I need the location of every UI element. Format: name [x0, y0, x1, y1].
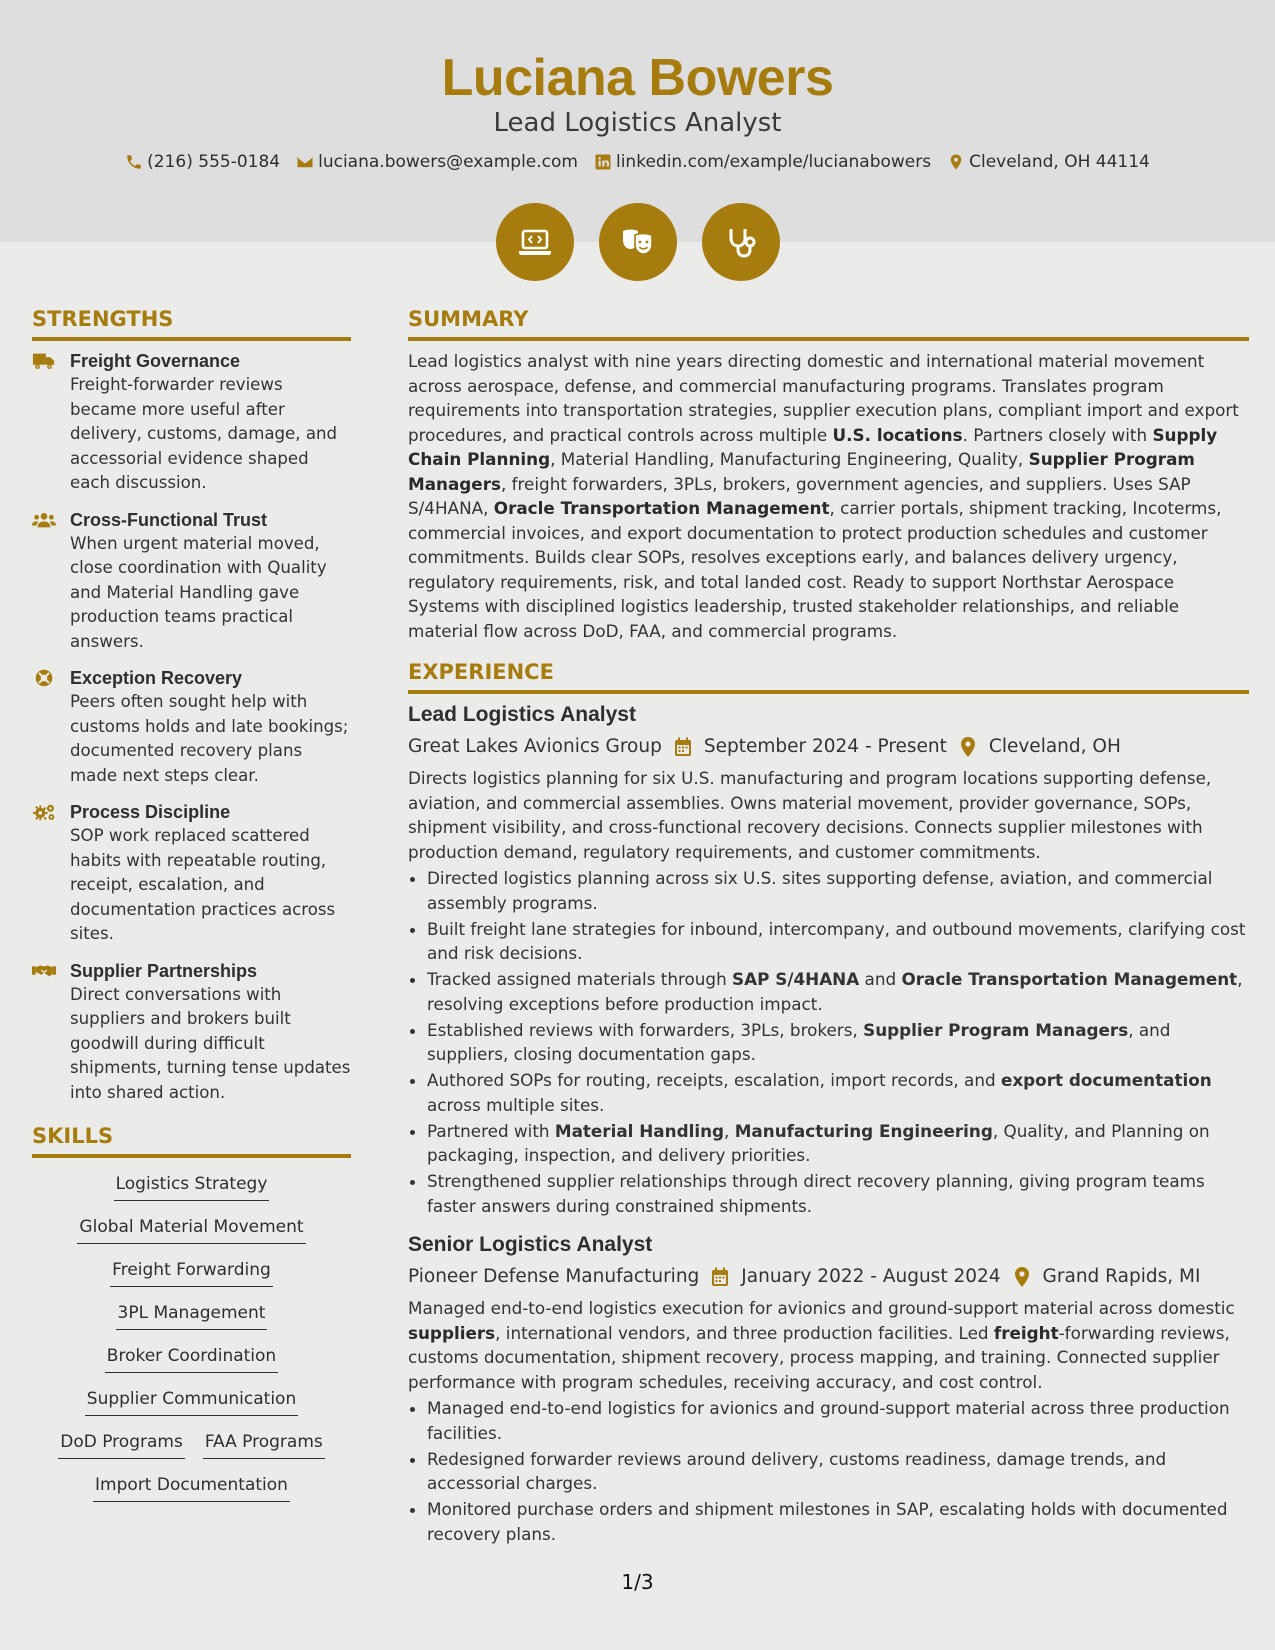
- text-run: and: [859, 969, 902, 989]
- strength-description: Freight-forwarder reviews became more useful after delivery, customs, damage, and accessorial evidence shaped each discussion.: [70, 375, 338, 492]
- text-run: , carrier portals, shipment tracking, Incoterms, commercial invoices, and export documentation to protect production schedules and customer commitments. Builds clear SOPs, resolves exceptions early, and balances delivery urgency, regulatory requirements, risk, and total landed cost. Ready to support Northstar Aerospace Systems with disciplined logistics leadership, trusted stakeholder relationships, and reliable material flow across DoD, FAA, and commercial programs.: [408, 498, 1222, 641]
- interest-stethoscope: [702, 203, 780, 281]
- map-marker-icon: [947, 153, 965, 171]
- strengths-list: [32, 349, 351, 1105]
- emphasis-text: suppliers: [408, 1322, 496, 1343]
- strength-title: Process Discipline: [70, 802, 231, 822]
- strength-item: [32, 666, 351, 788]
- job-location: Cleveland, OH: [988, 736, 1121, 757]
- life-ring-icon: [32, 666, 56, 788]
- skills-heading: SKILLS: [32, 1123, 351, 1158]
- strength-description: SOP work replaced scattered habits with repeatable routing, receipt, escalation, and documentation practices across sites.: [70, 826, 336, 943]
- text-run: , freight forwarders, 3PLs, brokers, government agencies, and suppliers. Uses SAP S/4HANA,: [408, 473, 1191, 518]
- job-bullets: [408, 1396, 1249, 1546]
- job-bullet: [427, 1068, 1249, 1117]
- emphasis-text: Manufacturing Engineering: [734, 1120, 993, 1141]
- calendar-icon: [711, 1267, 729, 1287]
- job-title: Senior Logistics Analyst: [408, 1233, 653, 1256]
- text-run: Built freight lane strategies for inbound, intercompany, and outbound movements, clarifying cost and risk decisions.: [427, 918, 1246, 963]
- text-run: Authored SOPs for routing, receipts, escalation, import records, and: [427, 1070, 1001, 1090]
- job-dates: January 2022 - August 2024: [741, 1266, 1001, 1287]
- text-run: , Material Handling, Manufacturing Engineering, Quality,: [550, 449, 1029, 469]
- strength-title: Freight Governance: [70, 351, 241, 371]
- skill-tag: Global Material Movement: [77, 1215, 305, 1244]
- text-run: , international vendors, and three production facilities. Led: [495, 1322, 994, 1343]
- summary-text: [408, 349, 1249, 643]
- text-run: Strengthened supplier relationships through direct recovery planning, giving program teams faster answers during constrained shipments.: [427, 1171, 1205, 1216]
- skill-line: [32, 1473, 351, 1502]
- skill-tag: Broker Coordination: [105, 1344, 278, 1373]
- phone-text: (216) 555-0184: [147, 152, 281, 172]
- job-summary: [408, 1296, 1249, 1394]
- right-column: [408, 306, 1249, 1548]
- job-bullet: [427, 1119, 1249, 1168]
- text-run: , and suppliers, closing documentation gaps.: [427, 1019, 1171, 1064]
- text-run: Directs logistics planning for six U.S. manufacturing and program locations supporting defense, aviation, and commercial assemblies. Owns material movement, provider governance, SOPs, shipment visibility, and cross-functional recovery decisions. Connects supplier milestones with production demand, regulatory requirements, and customer commitments.: [408, 768, 1212, 862]
- stethoscope-icon: [721, 222, 761, 262]
- text-run: Established reviews with forwarders, 3PLs, brokers,: [427, 1019, 864, 1040]
- job-bullet: [427, 1497, 1249, 1546]
- skill-tag: FAA Programs: [203, 1430, 325, 1459]
- emphasis-text: Oracle Transportation Management: [493, 498, 830, 518]
- strength-body: [70, 800, 351, 947]
- phone-icon: [125, 153, 143, 171]
- users-icon: [32, 508, 56, 655]
- job-bullet: [427, 1396, 1249, 1445]
- skill-line: [32, 1301, 351, 1330]
- skill-line: [32, 1387, 351, 1416]
- job-bullet: [427, 917, 1249, 966]
- truck-icon: [32, 349, 56, 496]
- map-marker-icon: [959, 737, 977, 757]
- contact-email[interactable]: [296, 152, 578, 172]
- job-title: Lead Logistics Analyst: [408, 703, 636, 726]
- text-run: Tracked assigned materials through: [427, 969, 733, 989]
- text-run: ,: [724, 1120, 735, 1141]
- contact-row: [0, 152, 1275, 172]
- company-name: Pioneer Defense Manufacturing: [408, 1266, 700, 1287]
- emphasis-text: freight: [993, 1322, 1059, 1343]
- candidate-title: Lead Logistics Analyst: [493, 108, 782, 138]
- emphasis-text: Oracle Transportation Management: [901, 969, 1238, 989]
- linkedin-text: linkedin.com/example/lucianabowers: [615, 152, 932, 172]
- text-run: Managed end-to-end logistics execution for avionics and ground-support material across domestic: [408, 1298, 1235, 1318]
- emphasis-text: Supplier Program Managers: [408, 449, 1195, 494]
- strength-item: [32, 800, 351, 947]
- strength-item: [32, 349, 351, 496]
- skill-line: [32, 1344, 351, 1373]
- emphasis-text: Supply Chain Planning: [408, 424, 1218, 469]
- text-run: Monitored purchase orders and shipment milestones in SAP, escalating holds with documented recovery plans.: [427, 1499, 1228, 1544]
- skill-tag: Supplier Communication: [85, 1387, 298, 1416]
- strength-body: [70, 666, 351, 788]
- skill-line: [32, 1172, 351, 1201]
- job-bullet: [427, 1169, 1249, 1218]
- handshake-icon: [32, 959, 56, 1106]
- strength-body: [70, 508, 351, 655]
- job-bullet: [427, 866, 1249, 915]
- job-location: Grand Rapids, MI: [1042, 1266, 1201, 1287]
- strength-item: [32, 959, 351, 1106]
- linkedin-icon: [594, 153, 612, 171]
- strength-description: Peers often sought help with customs holds and late bookings; documented recovery plans made next steps clear.: [70, 692, 349, 785]
- skill-line: [32, 1430, 351, 1459]
- strength-item: [32, 508, 351, 655]
- map-marker-icon: [1013, 1267, 1031, 1287]
- cogs-icon: [32, 800, 56, 947]
- interest-theater: [599, 203, 677, 281]
- emphasis-text: U.S. locations: [832, 424, 963, 445]
- summary-heading: SUMMARY: [408, 306, 1249, 341]
- location-text: Cleveland, OH 44114: [969, 152, 1150, 172]
- emphasis-text: SAP S/4HANA: [732, 969, 860, 989]
- skill-tag: 3PL Management: [116, 1301, 268, 1330]
- strength-body: [70, 959, 351, 1106]
- skill-tag: DoD Programs: [58, 1430, 185, 1459]
- job-dates: September 2024 - Present: [703, 736, 947, 757]
- text-run: Redesigned forwarder reviews around delivery, customs readiness, damage trends, and accessorial charges.: [427, 1448, 1167, 1493]
- interest-icons: [0, 203, 1275, 281]
- skill-line: [32, 1215, 351, 1244]
- job-bullet: [427, 1447, 1249, 1496]
- emphasis-text: export documentation: [1000, 1070, 1212, 1090]
- emphasis-text: Supplier Program Managers: [863, 1019, 1129, 1040]
- job-entry: [408, 1232, 1249, 1546]
- strength-title: Cross-Functional Trust: [70, 509, 268, 530]
- interest-laptop-code: [496, 203, 574, 281]
- calendar-icon: [674, 737, 692, 757]
- page-number: 1/3: [621, 1570, 654, 1594]
- laptop-code-icon: [515, 222, 555, 262]
- strengths-heading: STRENGTHS: [32, 306, 351, 341]
- text-run: , resolving exceptions before production impact.: [427, 969, 1243, 1014]
- skills-list: [32, 1172, 351, 1502]
- job-summary: [408, 766, 1249, 864]
- skill-line: [32, 1258, 351, 1287]
- job-meta: [408, 734, 1249, 760]
- candidate-name: Luciana Bowers: [441, 49, 834, 107]
- emphasis-text: Material Handling: [554, 1120, 725, 1141]
- contact-linkedin[interactable]: [594, 152, 931, 172]
- job-bullet: [427, 967, 1249, 1016]
- experience-list: [408, 702, 1249, 1546]
- text-run: Lead logistics analyst with nine years directing domestic and international material movement across aerospace, defense, and commercial manufacturing programs. Translates program requirements into transportation strategies, supplier execution plans, compliant import and export procedures, and practical controls across multiple: [408, 351, 1239, 445]
- strength-title: Supplier Partnerships: [70, 960, 258, 981]
- company-name: Great Lakes Avionics Group: [408, 736, 662, 757]
- skill-tag: Import Documentation: [93, 1473, 290, 1502]
- envelope-icon: [296, 153, 314, 171]
- theater-masks-icon: [618, 222, 658, 262]
- text-run: Managed end-to-end logistics for avionics and ground-support material across three production facilities.: [427, 1398, 1230, 1443]
- job-meta: [408, 1264, 1249, 1290]
- skill-tag: Freight Forwarding: [110, 1258, 273, 1287]
- text-run: Partnered with: [427, 1120, 555, 1141]
- contact-phone[interactable]: [125, 152, 280, 172]
- skill-tag: Logistics Strategy: [114, 1172, 270, 1201]
- text-run: -forwarding reviews, customs documentation, shipment recovery, process mapping, and training. Connected supplier performance with program schedules, receiving accuracy, and cost control.: [408, 1322, 1230, 1392]
- left-column: [32, 306, 351, 1516]
- text-run: Directed logistics planning across six U.S. sites supporting defense, aviation, and commercial assembly programs.: [427, 868, 1213, 913]
- text-run: across multiple sites.: [427, 1094, 605, 1115]
- strength-description: Direct conversations with suppliers and brokers built goodwill during difficult shipments, turning tense updates into shared action.: [70, 984, 351, 1102]
- strength-title: Exception Recovery: [70, 668, 243, 688]
- experience-heading: EXPERIENCE: [408, 659, 1249, 694]
- strength-description: When urgent material moved, close coordination with Quality and Material Handling gave production teams practical answers.: [70, 533, 327, 651]
- strength-body: [70, 349, 351, 496]
- contact-location: [947, 152, 1150, 172]
- job-bullet: [427, 1018, 1249, 1067]
- job-entry: [408, 702, 1249, 1218]
- text-run: . Partners closely with: [962, 424, 1153, 445]
- text-run: , Quality, and Planning on packaging, inspection, and delivery priorities.: [427, 1120, 1210, 1165]
- job-bullets: [408, 866, 1249, 1218]
- email-text: luciana.bowers@example.com: [318, 152, 578, 172]
